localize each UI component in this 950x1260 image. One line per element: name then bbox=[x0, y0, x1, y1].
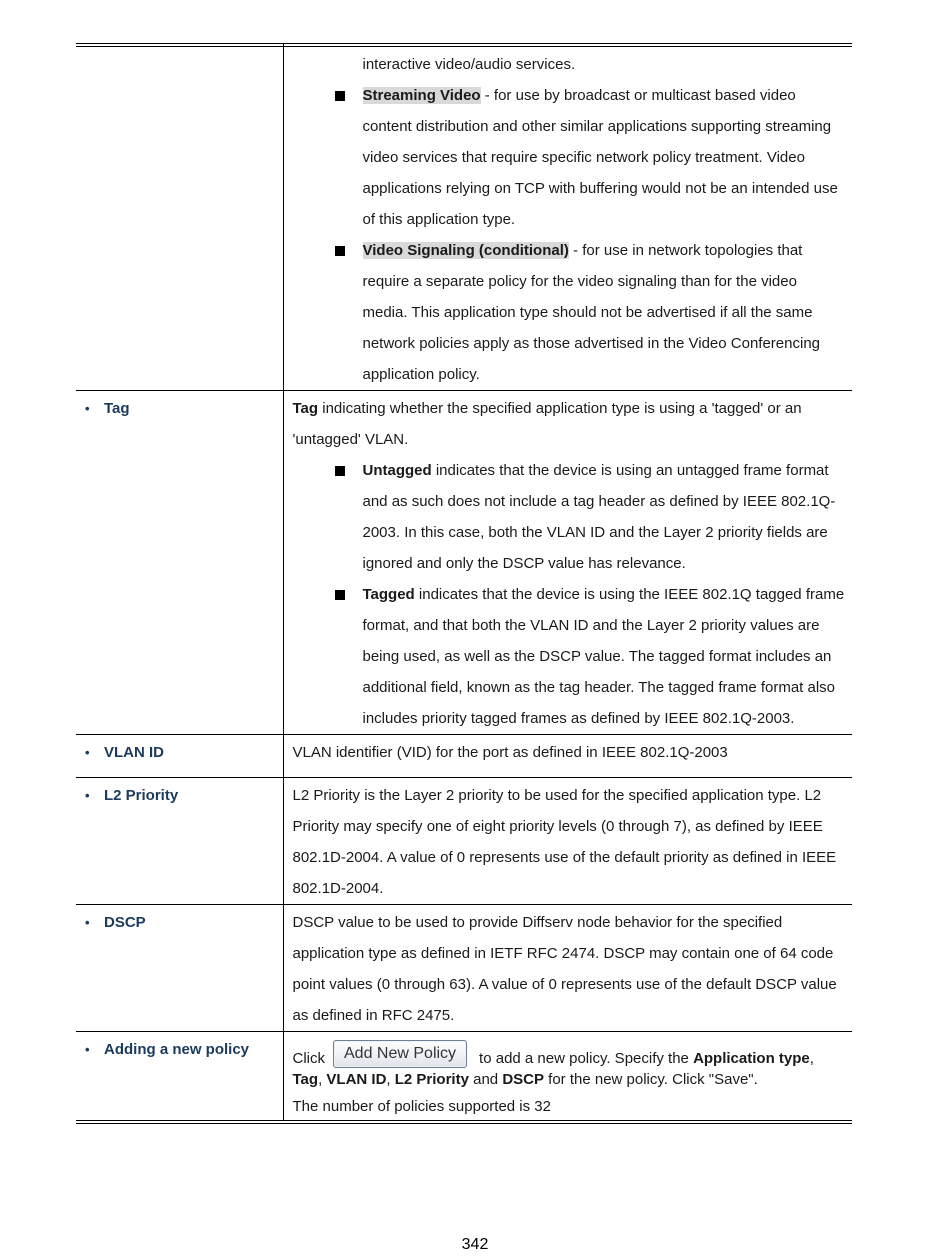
term-streaming-video: Streaming Video bbox=[362, 87, 481, 104]
parameter-table bbox=[76, 44, 852, 1120]
add-policy-line-1 bbox=[293, 1036, 847, 1070]
page-number: 342 bbox=[461, 1236, 489, 1253]
continued-text: interactive video/audio services. bbox=[362, 56, 576, 73]
param-desc-cell bbox=[283, 735, 852, 778]
tag-intro bbox=[293, 393, 847, 455]
param-name-cell bbox=[76, 735, 283, 778]
list-item bbox=[363, 80, 847, 235]
add-policy-line-2: Tag, VLAN ID, L2 Priority and DSCP for the new policy. Click "Save". bbox=[292, 1071, 758, 1088]
term-video-signaling: Video Signaling (conditional) bbox=[362, 242, 569, 259]
param-name-cell bbox=[76, 905, 283, 1032]
param-name-cell bbox=[76, 391, 283, 735]
param-desc-cell bbox=[283, 44, 852, 391]
add-new-policy-button[interactable]: Add New Policy bbox=[333, 1040, 467, 1068]
param-name-cell bbox=[76, 778, 283, 905]
vlan-id-description: VLAN identifier (VID) for the port as defined in IEEE 802.1Q-2003 bbox=[292, 744, 728, 761]
param-desc-cell bbox=[283, 391, 852, 735]
app-type-list bbox=[293, 80, 847, 390]
param-name-vlan-id: VLAN ID bbox=[104, 744, 164, 761]
term-description: indicates that the device is using an untagged frame format and as such does not include a tag header as defined by IEEE 802.1Q-2003. In this case, both the VLAN ID and the Layer 2 priority fields are ignored and only the DSCP value has relevance. bbox=[362, 462, 836, 572]
list-item bbox=[363, 455, 847, 579]
param-desc-cell bbox=[283, 778, 852, 905]
param-name-cell-empty bbox=[76, 44, 283, 391]
table-row-dscp bbox=[76, 905, 852, 1032]
term-tagged: Tagged bbox=[362, 586, 415, 603]
bullet-icon: • bbox=[85, 1042, 90, 1057]
tag-intro-term: Tag bbox=[292, 400, 319, 417]
term-description: - for use by broadcast or multicast based video content distribution and other similar applications supporting streaming video services that require specific network policy treatment. Video applications relying on TCP with buffering would not be an intended use of this application type. bbox=[362, 87, 838, 228]
add-policy-text: to add a new policy. Specify the Application type, bbox=[479, 1050, 814, 1067]
term-untagged: Untagged bbox=[362, 462, 432, 479]
term-description: - for use in network topologies that require a separate policy for the video signaling than for the video media. This application type should not be advertised if all the same network policies apply as those advertised in the Video Conferencing application policy. bbox=[362, 242, 820, 383]
click-text: Click bbox=[292, 1050, 325, 1067]
param-name-cell bbox=[76, 1032, 283, 1121]
param-name-dscp: DSCP bbox=[104, 914, 146, 931]
table-row-add-policy bbox=[76, 1032, 852, 1121]
policy-limit-note: The number of policies supported is 32 bbox=[292, 1098, 551, 1115]
param-desc-cell bbox=[283, 905, 852, 1032]
table-row-vlan-id bbox=[76, 735, 852, 778]
bullet-icon: • bbox=[85, 915, 90, 930]
bullet-icon: • bbox=[85, 401, 90, 416]
square-bullet-icon bbox=[335, 246, 345, 256]
param-name-tag: Tag bbox=[104, 400, 130, 417]
square-bullet-icon bbox=[335, 466, 345, 476]
list-item bbox=[363, 579, 847, 734]
param-desc-cell bbox=[283, 1032, 852, 1121]
l2-priority-description: L2 Priority is the Layer 2 priority to be used for the specified application type. L2 Priority may specify one of eight priority levels (0 through 7), as defined by IEEE 802.1D-2004. A value of 0 represents use of the default priority as defined in IEEE 802.1D-2004. bbox=[292, 787, 837, 897]
table-bottom-rule bbox=[76, 1120, 852, 1124]
table-row-tag bbox=[76, 391, 852, 735]
param-name-add-policy: Adding a new policy bbox=[104, 1041, 250, 1058]
term-description: indicates that the device is using the IEEE 802.1Q tagged frame format, and that both the VLAN ID and the Layer 2 priority values are being used, as well as the DSCP value. The tagged format includes an additional field, known as the tag header. The tagged frame format also includes priority tagged frames as defined by IEEE 802.1Q-2003. bbox=[362, 586, 845, 727]
tag-intro-text: indicating whether the specified application type is using a 'tagged' or an 'untagged' VLAN. bbox=[292, 400, 802, 448]
list-item bbox=[363, 235, 847, 390]
param-name-l2-priority: L2 Priority bbox=[104, 787, 179, 804]
square-bullet-icon bbox=[335, 590, 345, 600]
square-bullet-icon bbox=[335, 91, 345, 101]
bullet-icon: • bbox=[85, 745, 90, 760]
table-row-l2-priority bbox=[76, 778, 852, 905]
bullet-icon: • bbox=[85, 788, 90, 803]
table-row-continued bbox=[76, 44, 852, 391]
tag-option-list bbox=[293, 455, 847, 734]
dscp-description: DSCP value to be used to provide Diffserv node behavior for the specified application type as defined in IETF RFC 2474. DSCP may contain one of 64 code point values (0 through 63). A value of 0 represents use of the default DSCP value as defined in RFC 2475. bbox=[292, 914, 837, 1024]
